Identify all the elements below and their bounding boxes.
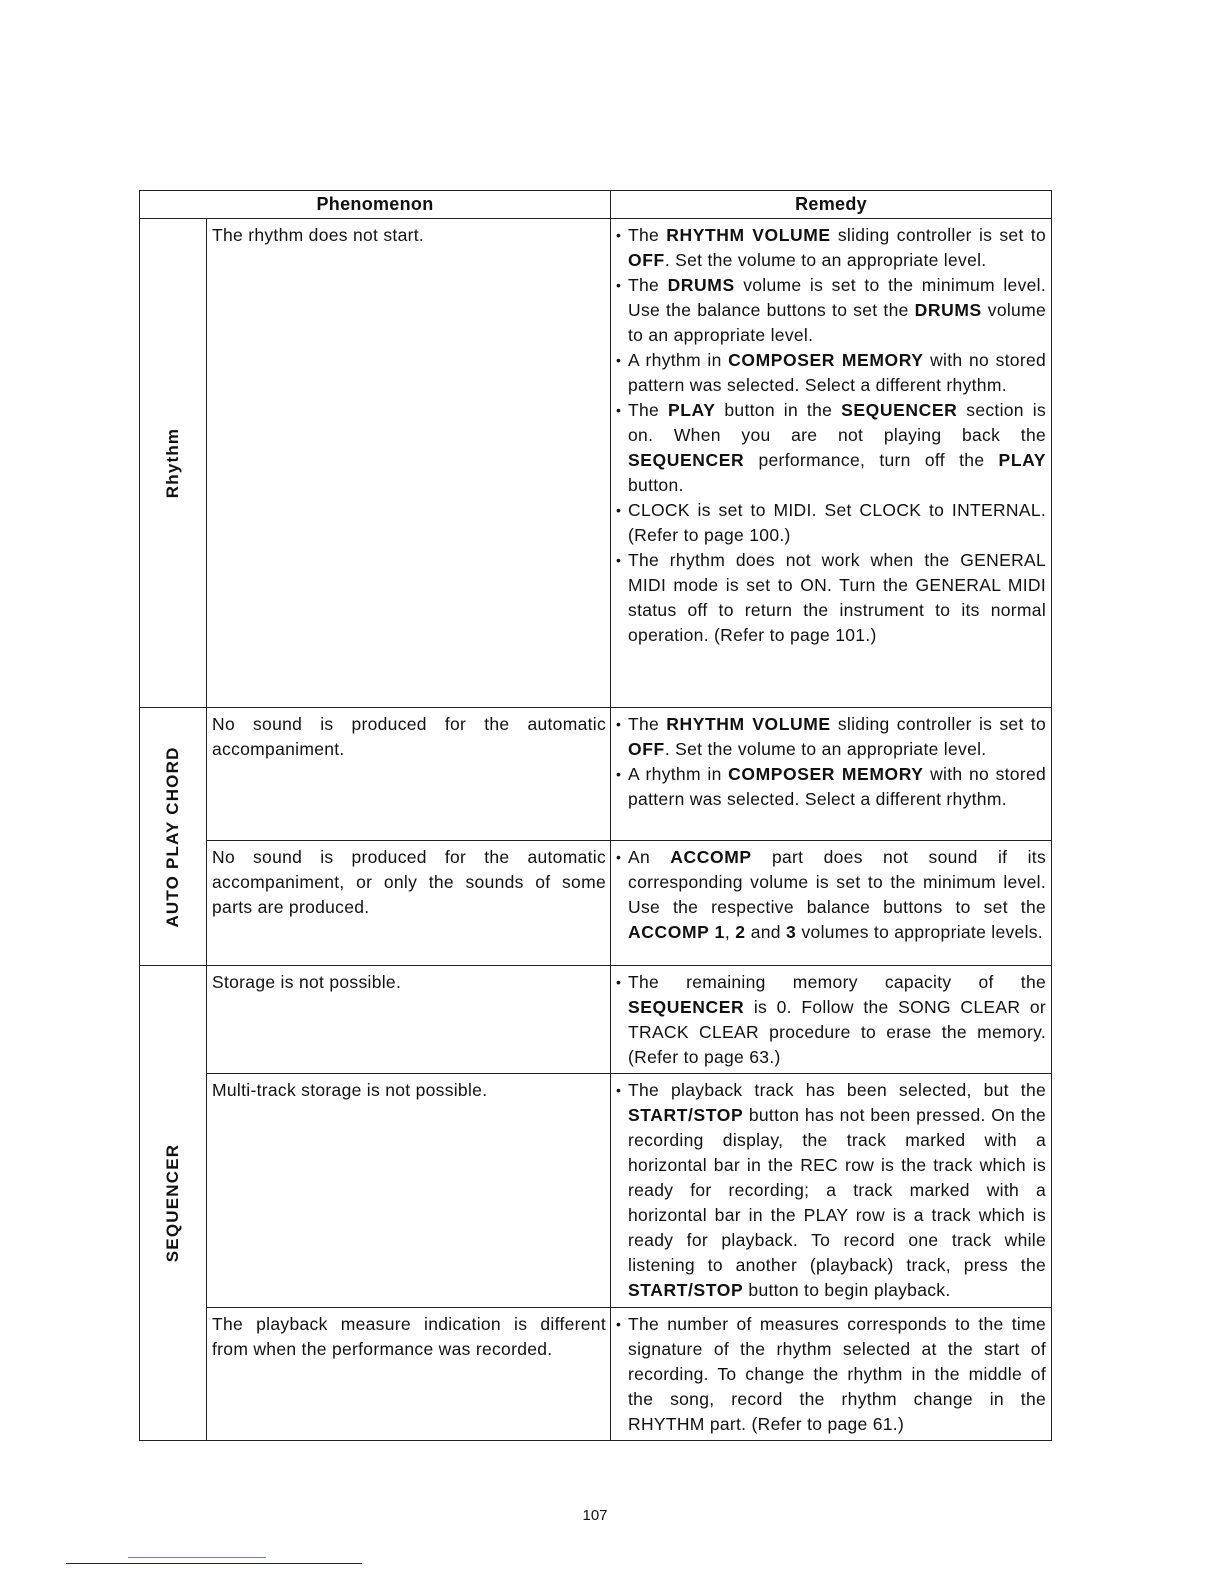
remedy-text: part does not sound if its corresponding volume is set to the minimum level. Use the respective balance buttons to set the: [628, 847, 1047, 917]
remedy-item: [616, 548, 1046, 648]
remedy-keyword: START/STOP: [628, 1105, 744, 1125]
remedy-keyword: SEQUENCER: [628, 450, 745, 470]
bullet-icon: •: [616, 502, 622, 518]
section-cell: [140, 708, 207, 966]
table-body: [140, 219, 1052, 1441]
remedy-text: button has not been pressed. On the recording display, the track marked with a horizontal bar in the REC row is the track which is ready for recording; a track marked with a horizontal bar in the PLAY row is a track which is ready for playback. To record one track while listening to another (playback) track, press the: [628, 1105, 1047, 1275]
remedy-cell: [611, 708, 1052, 841]
remedy-header: Remedy: [611, 191, 1052, 219]
remedy-text: button.: [628, 475, 684, 495]
remedy-text: The: [628, 714, 667, 734]
table-row: [140, 841, 1052, 966]
remedy-cell: [611, 219, 1052, 708]
bullet-icon: •: [616, 766, 622, 782]
remedy-item: [616, 1312, 1046, 1437]
remedy-keyword: ACCOMP 1: [628, 922, 725, 942]
phenomenon-cell: Storage is not possible.: [207, 966, 611, 1074]
remedy-item: [616, 845, 1046, 945]
remedy-text: . Set the volume to an appropriate level.: [664, 250, 987, 270]
remedy-keyword: OFF: [628, 250, 665, 270]
remedy-keyword: START/STOP: [628, 1280, 744, 1300]
bullet-icon: •: [616, 552, 622, 568]
remedy-text: and: [745, 922, 786, 942]
section-label: Rhythm: [163, 427, 182, 499]
bullet-icon: •: [616, 716, 622, 732]
phenomenon-cell: No sound is produced for the automatic accompaniment.: [207, 708, 611, 841]
remedy-text: sliding controller is set to: [830, 225, 1047, 245]
remedy-text: The playback track has been selected, but the: [628, 1080, 1047, 1100]
footer-rule-accent: [128, 1557, 266, 1558]
footer-rule: [66, 1563, 362, 1564]
phenomenon-cell: The playback measure indication is different from when the performance was recorded.: [207, 1308, 611, 1441]
remedy-text: The rhythm does not work when the GENERAL MIDI mode is set to ON. Turn the GENERAL MIDI status off to return the instrument to its normal operation. (Refer to page 101.): [628, 550, 1047, 645]
remedy-cell: [611, 1074, 1052, 1308]
remedy-list: [616, 1078, 1046, 1303]
section-cell: [140, 966, 207, 1441]
remedy-text: performance, turn off the: [744, 450, 999, 470]
troubleshooting-table: [139, 190, 1052, 1441]
remedy-text: button in the: [715, 400, 842, 420]
remedy-text: An: [628, 847, 671, 867]
remedy-item: [616, 1078, 1046, 1303]
remedy-text: with no stored pattern was selected. Select a different rhythm.: [628, 350, 1047, 395]
remedy-item: [616, 223, 1046, 273]
phenomenon-cell: No sound is produced for the automatic accompaniment, or only the sounds of some parts are produced.: [207, 841, 611, 966]
remedy-keyword: DRUMS: [914, 300, 982, 320]
remedy-cell: [611, 966, 1052, 1074]
remedy-text: is 0. Follow the SONG CLEAR or TRACK CLEAR procedure to erase the memory. (Refer to page 63.): [628, 997, 1047, 1067]
remedy-keyword: COMPOSER MEMORY: [728, 350, 924, 370]
remedy-keyword: SEQUENCER: [628, 997, 745, 1017]
remedy-keyword: ACCOMP: [670, 847, 752, 867]
remedy-list: [616, 1312, 1046, 1437]
remedy-text: volume to an appropriate level.: [628, 300, 1046, 345]
remedy-text: . Set the volume to an appropriate level.: [664, 739, 987, 759]
remedy-item: [616, 398, 1046, 498]
remedy-text: ,: [724, 922, 736, 942]
bullet-icon: •: [616, 849, 622, 865]
bullet-icon: •: [616, 352, 622, 368]
remedy-keyword: PLAY: [998, 450, 1047, 470]
remedy-text: The number of measures corresponds to the time signature of the rhythm selected at the start of recording. To change the rhythm in the middle of the song, record the rhythm change in the RHYTHM part. (Refer to page 61.): [628, 1314, 1047, 1434]
bullet-icon: •: [616, 277, 622, 293]
remedy-list: [616, 845, 1046, 945]
page-number: 107: [582, 1507, 608, 1524]
section-label: SEQUENCER: [163, 1143, 182, 1263]
phenomenon-cell: Multi-track storage is not possible.: [207, 1074, 611, 1308]
remedy-item: [616, 970, 1046, 1070]
remedy-keyword: PLAY: [668, 400, 716, 420]
remedy-text: sliding controller is set to: [830, 714, 1047, 734]
remedy-text: section is on. When you are not playing back the: [628, 400, 1047, 445]
remedy-text: with no stored pattern was selected. Select a different rhythm.: [628, 764, 1047, 809]
remedy-text: CLOCK is set to MIDI. Set CLOCK to INTERNAL. (Refer to page 100.): [628, 500, 1047, 545]
section-label: AUTO PLAY CHORD: [163, 745, 182, 928]
remedy-cell: [611, 1308, 1052, 1441]
table-row: [140, 966, 1052, 1074]
remedy-keyword: DRUMS: [667, 275, 735, 295]
table-row: [140, 1074, 1052, 1308]
remedy-text: The remaining memory capacity of the: [628, 972, 1047, 992]
remedy-keyword: RHYTHM VOLUME: [666, 714, 831, 734]
remedy-keyword: 3: [785, 922, 797, 942]
bullet-icon: •: [616, 227, 622, 243]
remedy-keyword: OFF: [628, 739, 665, 759]
remedy-item: [616, 273, 1046, 348]
remedy-item: [616, 712, 1046, 762]
remedy-item: [616, 348, 1046, 398]
phenomenon-cell: The rhythm does not start.: [207, 219, 611, 708]
remedy-list: [616, 970, 1046, 1070]
remedy-text: The: [628, 400, 668, 420]
remedy-text: volume is set to the minimum level. Use the balance buttons to set the: [628, 275, 1047, 320]
remedy-text: The: [628, 225, 667, 245]
remedy-item: [616, 498, 1046, 548]
bullet-icon: •: [616, 1316, 622, 1332]
table-row: [140, 1308, 1052, 1441]
remedy-list: [616, 712, 1046, 812]
table-row: [140, 708, 1052, 841]
remedy-text: The: [628, 275, 668, 295]
bullet-icon: •: [616, 974, 622, 990]
section-cell: [140, 219, 207, 708]
remedy-keyword: RHYTHM VOLUME: [666, 225, 831, 245]
remedy-text: A rhythm in: [628, 764, 729, 784]
remedy-keyword: SEQUENCER: [841, 400, 958, 420]
table-row: [140, 219, 1052, 708]
remedy-text: button to begin playback.: [743, 1280, 951, 1300]
remedy-keyword: COMPOSER MEMORY: [728, 764, 924, 784]
remedy-item: [616, 762, 1046, 812]
remedy-keyword: 2: [735, 922, 746, 942]
remedy-text: volumes to appropriate levels.: [796, 922, 1043, 942]
bullet-icon: •: [616, 1082, 622, 1098]
remedy-text: A rhythm in: [628, 350, 729, 370]
phenomenon-header: Phenomenon: [140, 191, 611, 219]
bullet-icon: •: [616, 402, 622, 418]
remedy-list: [616, 223, 1046, 648]
table-header-row: [140, 191, 1052, 219]
remedy-cell: [611, 841, 1052, 966]
